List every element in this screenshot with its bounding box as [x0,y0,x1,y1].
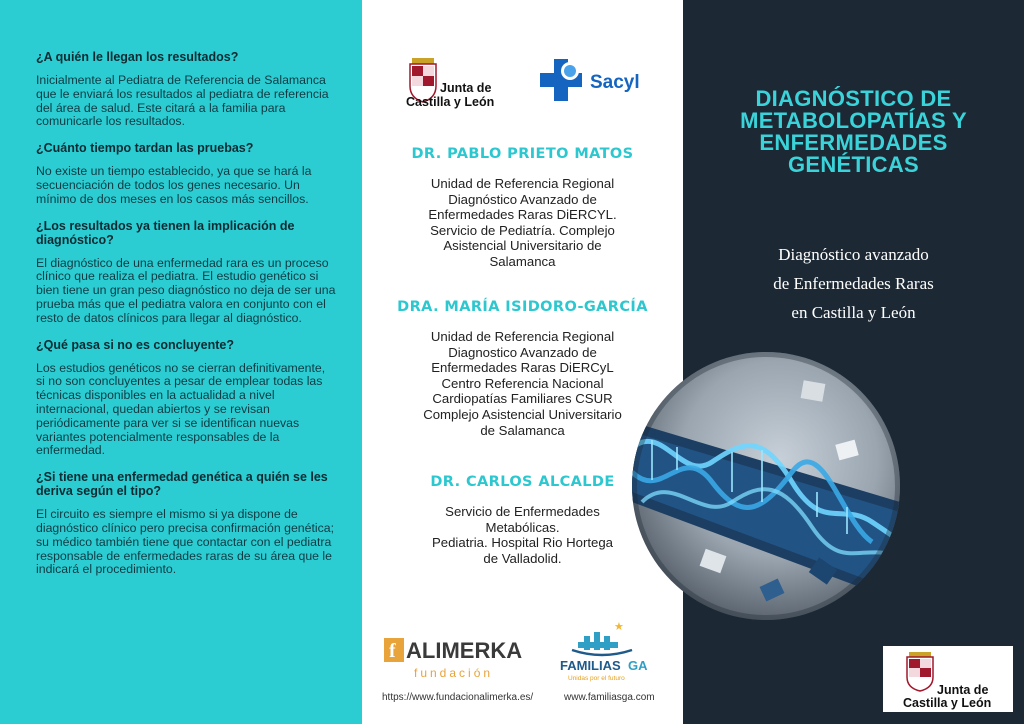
familiasga-people-icon [558,618,648,684]
faq-answer: El diagnóstico de una enfermedad rara es un proceso clínico que realiza el pediatra. El estudio genético si bien tiene un gran peso diagnóstico no deja de ser una prueba más que el pediatra valora en conjunto con el resto de datos clínicos para llegar al diagnóstico. [36,255,336,325]
alimerka-mark-icon [384,636,524,682]
doctor-line: Pediatria. Hospital Rio Hortega [431,535,614,551]
doctor-line: Complejo Asistencial Universitario [423,406,622,422]
doctor-line: Servicio de Pediatría. Complejo [430,222,615,238]
title-line: METABOLOPATÍAS Y [740,108,967,133]
subtitle-line: en Castilla y León [791,303,916,322]
jcyl-logo-line2: Castilla y León [406,95,495,109]
subtitle-line: Diagnóstico avanzado [778,245,929,264]
doctor-line: Diagnóstico Avanzado de [448,191,597,207]
doctor-name: DR. PABLO PRIETO MATOS [411,146,634,162]
dna-puzzle-image [632,352,900,620]
jcyl-logo [404,52,514,112]
brochure-title [683,88,1024,176]
faq-question: ¿Si tiene una enfermedad genética a quién se les deriva según el tipo? [36,470,328,499]
faq-answer: Inicialmente al Pediatra de Referencia de Salamanca que le enviará los resultados al pediatra de referencia del área de salud. Este citará a la familia para comunicarle los resultados. [36,73,329,129]
faq-answer: El circuito es siempre el mismo si ya dispone de diagnóstico clínico pero precisa confirmación genética; su médico también tiene que contactar con el pediatra responsable de enfermedades raras de su área que le indicará el procedimiento. [36,507,335,577]
doctor-line: Cardiopatías Familiares CSUR [432,391,613,407]
familiasga-name-b: GA [628,658,648,673]
svg-text:★: ★ [614,621,624,633]
brochure-subtitle [683,240,1024,327]
doctor-line: Centro Referencia Nacional [441,375,604,391]
doctor-line: Metabólicas. [485,519,560,535]
faq-question: ¿Qué pasa si no es concluyente? [36,337,234,352]
sacyl-logo [540,57,646,107]
jcyl-bottom-line2: Castilla y León [903,696,992,710]
doctor-line: Unidad de Referencia Regional [430,176,615,191]
alimerka-name: ALIMERKA [406,638,523,663]
faq-item [36,338,336,459]
doctor-line: Unidad de Referencia Regional [430,329,615,344]
doctor-line: Diagnostico Avanzado de [448,344,597,360]
alimerka-sub: fundación [414,666,494,680]
faq-item [36,219,336,326]
sacyl-logo-text: Sacyl [590,72,640,93]
doctor-line: Servicio de Enfermedades [445,504,600,519]
alimerka-mark: f [389,640,396,662]
familiasga-url-link[interactable]: www.familiasga.com [564,692,655,703]
doctor-line: Enfermedades Raras DiERCYL. [428,207,617,223]
doctor-line: Asistencial Universitario de [443,238,602,254]
alimerka-url-link[interactable]: https://www.fundacionalimerka.es/ [382,692,534,703]
familiasga-logo [558,618,648,684]
doctor-line: Enfermedades Raras DiERCyL [431,360,614,376]
doctor-line: de Salamanca [480,422,565,438]
subtitle-line: de Enfermedades Raras [773,274,934,293]
dna-helix-icon [632,352,900,620]
faq-answer: Los estudios genéticos no se cierran definitivamente, si no son concluyentes a pesar de emplear todas las técnicas disponibles en la actualidad a nivel internacional, quedan abiertos y se revisan periódicamente para ver si se identifican nuevas variantes potencialmente responsables de la enfermedad. [36,360,326,458]
jcyl-bottom-line1: Junta de [937,683,989,697]
sacyl-cross-icon [540,57,646,107]
familiasga-tagline: Unidas por el futuro [568,675,625,682]
faq-question: ¿Los resultados ya tienen la implicación de diagnóstico? [36,218,295,247]
faq-item [36,141,336,206]
jcyl-logo-bottom [883,646,1013,712]
doctor-line: de Valladolid. [483,550,562,566]
title-line: DIAGNÓSTICO DE [755,86,952,111]
familiasga-name-a: FAMILIAS [560,658,621,673]
jcyl-shield-icon [883,646,1013,712]
title-line: ENFERMEDADES [759,130,948,155]
jcyl-logo-line1: Junta de [440,81,492,95]
alimerka-logo [384,636,524,682]
doctor-card [362,146,683,270]
doctor-name: DR. CARLOS ALCALDE [430,474,615,490]
doctor-line: Salamanca [489,253,556,269]
title-line: GENÉTICAS [787,152,920,177]
faq-item [36,50,336,129]
faq-question: ¿A quién le llegan los resultados? [36,50,239,64]
doctor-name: DRA. MARÍA ISIDORO-GARCÍA [397,299,648,315]
faq-panel [0,0,362,724]
faq-answer: No existe un tiempo establecido, ya que se hará la secuenciación de todos los genes necesario. Un mínimo de dos meses en los casos más sencillos. [36,164,312,206]
faq-question: ¿Cuánto tiempo tardan las pruebas? [36,141,254,156]
jcyl-shield-icon [404,52,514,112]
faq-item [36,470,336,577]
